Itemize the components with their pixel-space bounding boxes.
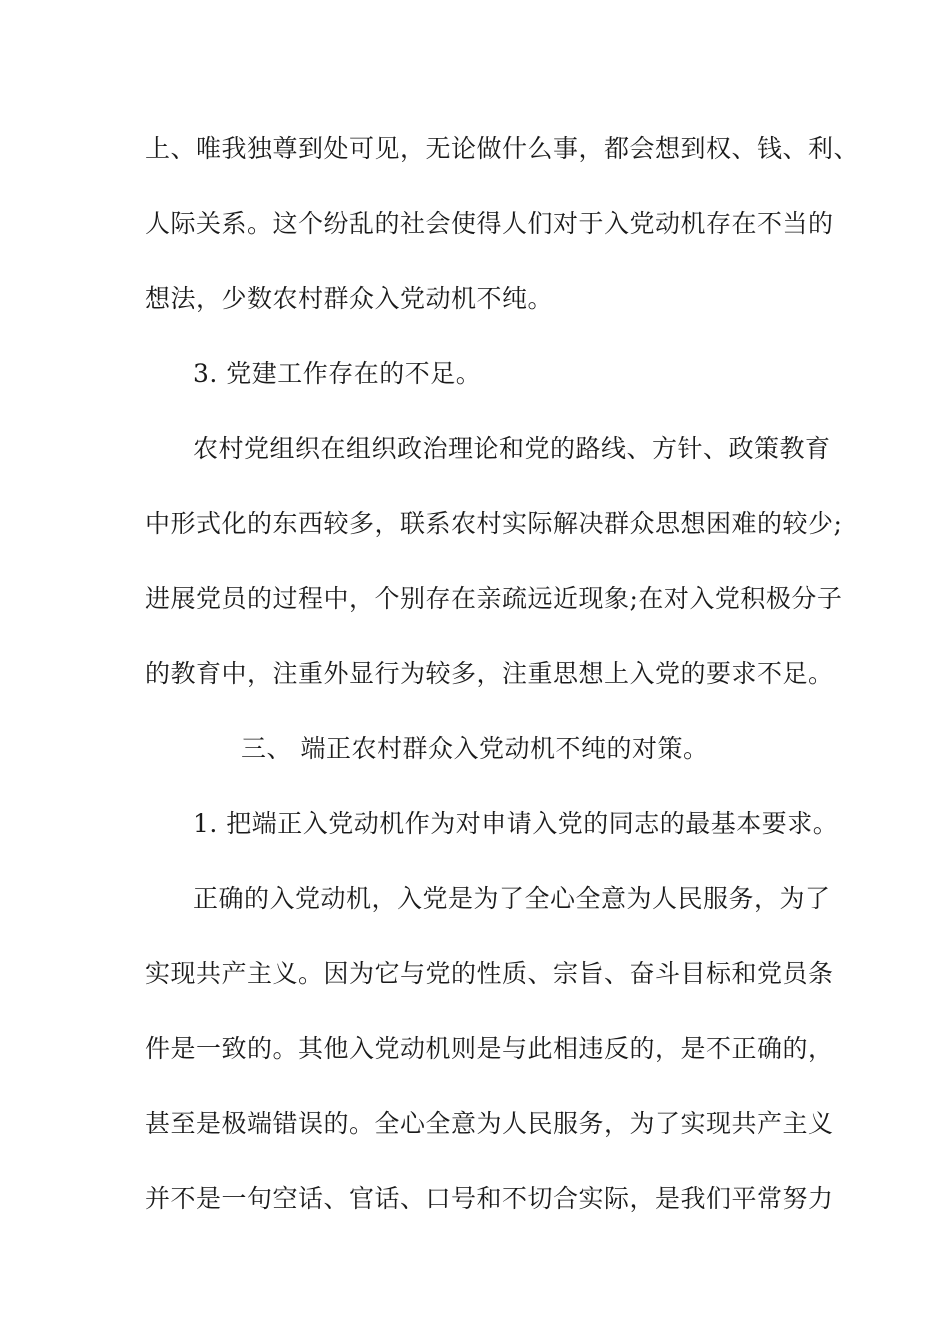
paragraph-line: 进展党员的过程中，个别存在亲疏远近现象;在对入党积极分子	[145, 584, 843, 613]
paragraph-line: 中形式化的东西较多，联系农村实际解决群众思想困难的较少;	[145, 509, 843, 538]
paragraph-line: 人际关系。这个纷乱的社会使得人们对于入党动机存在不当的	[145, 209, 834, 238]
paragraph-line: 实现共产主义。因为它与党的性质、宗旨、奋斗目标和党员条	[145, 959, 834, 988]
paragraph-line: 甚至是极端错误的。全心全意为人民服务，为了实现共产主义	[145, 1109, 834, 1138]
paragraph-line: 件是一致的。其他入党动机则是与此相违反的，是不正确的，	[145, 1034, 834, 1063]
section-heading: 1. 把端正入党动机作为对申请入党的同志的最基本要求。	[193, 809, 839, 838]
section-heading: 3. 党建工作存在的不足。	[193, 359, 482, 388]
paragraph-line: 想法，少数农村群众入党动机不纯。	[145, 284, 554, 313]
paragraph-line: 正确的入党动机，入党是为了全心全意为人民服务，为了	[193, 884, 831, 913]
chapter-heading: 三、 端正农村群众入党动机不纯的对策。	[241, 734, 709, 763]
paragraph-line: 农村党组织在组织政治理论和党的路线、方针、政策教育	[193, 434, 831, 463]
paragraph-line: 上、唯我独尊到处可见，无论做什么事，都会想到权、钱、利、	[145, 134, 860, 163]
paragraph-line: 的教育中，注重外显行为较多，注重思想上入党的要求不足。	[145, 659, 834, 688]
paragraph-line: 并不是一句空话、官话、口号和不切合实际，是我们平常努力	[145, 1184, 834, 1213]
